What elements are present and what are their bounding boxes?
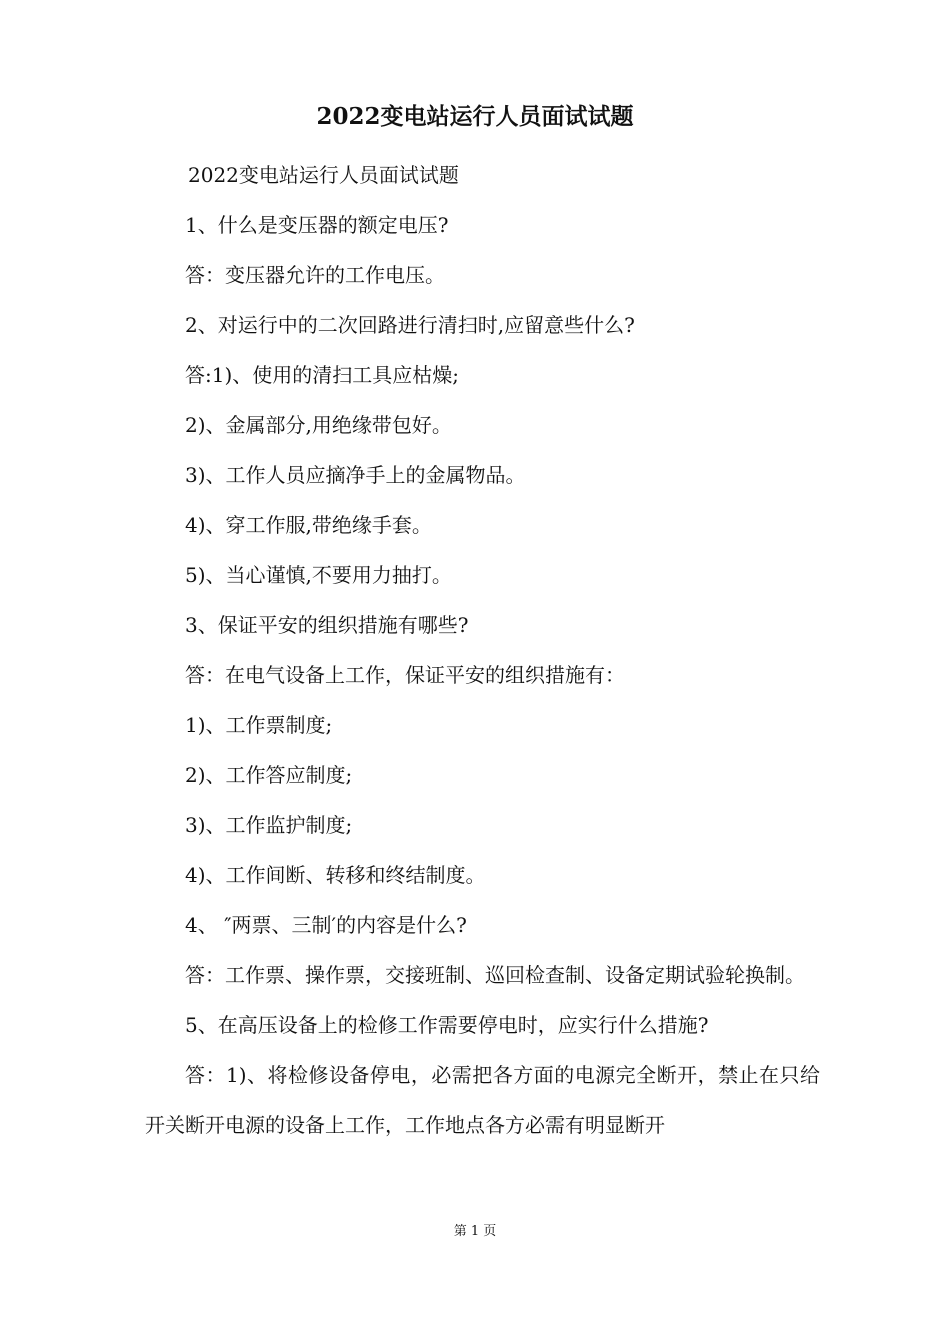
paragraph-question-4: 4、 ″两票、三制′的内容是什么? [185, 913, 467, 937]
paragraph-answer-2-item-1: 答:1)、使用的清扫工具应枯燥; [185, 363, 460, 387]
document-title: 2022变电站运行人员面试试题 [316, 103, 634, 130]
paragraph-answer-3-item-2: 2)、工作答应制度; [185, 763, 353, 787]
paragraph-question-2: 2、对运行中的二次回路进行清扫时,应留意些什么? [185, 313, 635, 337]
paragraph-question-3: 3、保证平安的组织措施有哪些? [185, 613, 469, 637]
paragraph-answer-3-item-4: 4)、工作间断、转移和终结制度。 [185, 863, 486, 887]
paragraph-answer-4: 答：工作票、操作票，交接班制、巡回检查制、设备定期试验轮换制。 [185, 963, 805, 987]
paragraph-answer-3: 答：在电气设备上工作，保证平安的组织措施有： [185, 663, 625, 687]
paragraph-answer-3-item-1: 1)、工作票制度; [185, 713, 333, 737]
paragraph-answer-2-item-2: 2)、金属部分,用绝缘带包好。 [185, 413, 452, 437]
paragraph-answer-5: 答：1)、将检修设备停电，必需把各方面的电源完全断开，禁止在只给开关断开电源的设备上工作，工作地点各方必需有明显断开 [145, 1063, 820, 1137]
document-body [145, 150, 820, 1150]
paragraph-question-1: 1、什么是变压器的额定电压? [185, 213, 449, 237]
paragraph-subtitle: 2022变电站运行人员面试试题 [188, 163, 459, 187]
page-number: 第 1 页 [453, 1224, 497, 1239]
paragraph-question-5: 5、在高压设备上的检修工作需要停电时，应实行什么措施? [185, 1013, 709, 1037]
paragraph-answer-2-item-4: 4)、穿工作服,带绝缘手套。 [185, 513, 432, 537]
paragraph-answer-1: 答：变压器允许的工作电压。 [185, 263, 445, 287]
paragraph-answer-3-item-3: 3)、工作监护制度; [185, 813, 353, 837]
paragraph-answer-2-item-5: 5)、当心谨慎,不要用力抽打。 [185, 563, 452, 587]
paragraph-answer-2-item-3: 3)、工作人员应摘净手上的金属物品。 [185, 463, 526, 487]
